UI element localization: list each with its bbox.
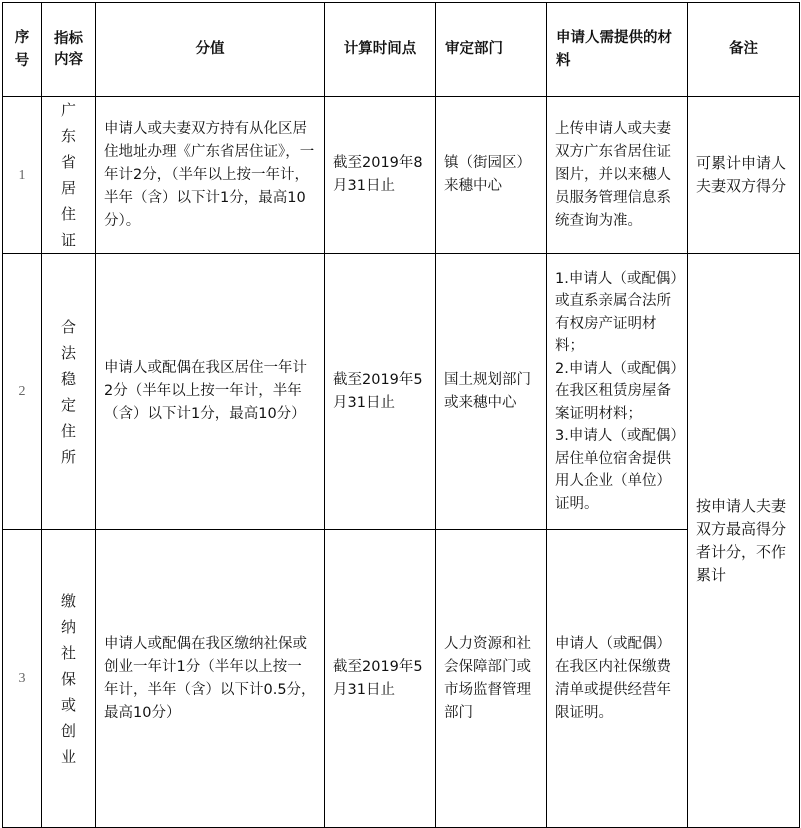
row-number: 2: [3, 254, 42, 530]
dept-cell: 镇（街园区）来穗中心: [436, 97, 547, 254]
header-dept: 审定部门: [436, 3, 547, 97]
time-cell: 截至2019年5月31日止: [325, 530, 436, 828]
scoring-table: [2, 2, 800, 828]
time-cell: 截至2019年5月31日止: [325, 254, 436, 530]
header-indicator: 指标内容: [42, 3, 96, 97]
time-cell: 截至2019年8月31日止: [325, 97, 436, 254]
indicator-cell: 合法稳定住所: [42, 254, 96, 530]
shared-remark-cell: 按申请人夫妻双方最高得分者计分，不作累计: [688, 254, 800, 828]
materials-cell: 上传申请人或夫妻双方广东省居住证图片，并以来穗人员服务管理信息系统查询为准。: [547, 97, 688, 254]
header-row: [3, 3, 800, 97]
header-remark: 备注: [688, 3, 800, 97]
dept-cell: 国土规划部门或来穗中心: [436, 254, 547, 530]
indicator-cell: 缴纳社保或创业: [42, 530, 96, 828]
table-row: [3, 530, 800, 828]
header-time: 计算时间点: [325, 3, 436, 97]
material-item: 3.申请人（或配偶）居住单位宿舍提供用人企业（单位）证明。: [555, 428, 678, 512]
score-cell: 申请人或配偶在我区居住一年计2分（半年以上按一年计，半年（含）以下计1分，最高10分）: [96, 254, 325, 530]
row-number: 1: [3, 97, 42, 254]
row-number: 3: [3, 530, 42, 828]
header-no: 序号: [3, 3, 42, 97]
material-item: 2.申请人（或配偶）在我区租赁房屋备案证明材料；: [555, 360, 678, 422]
table-row: [3, 254, 800, 530]
material-item: 1.申请人（或配偶）或直系亲属合法所有权房产证明材料；: [555, 270, 678, 355]
remark-cell: 可累计申请人夫妻双方得分: [688, 97, 800, 254]
dept-cell: 人力资源和社会保障部门或市场监督管理部门: [436, 530, 547, 828]
header-score: 分值: [96, 3, 325, 97]
table-row: [3, 97, 800, 254]
score-cell: 申请人或配偶在我区缴纳社保或创业一年计1分（半年以上按一年计，半年（含）以下计0.5分，最高10分）: [96, 530, 325, 828]
header-materials: 申请人需提供的材料: [547, 3, 688, 97]
materials-cell: [547, 254, 688, 530]
score-cell: 申请人或夫妻双方持有从化区居住地址办理《广东省居住证》，一年计2分，（半年以上按一年计，半年（含）以下计1分，最高10分）。: [96, 97, 325, 254]
materials-cell: 申请人（或配偶）在我区内社保缴费清单或提供经营年限证明。: [547, 530, 688, 828]
indicator-cell: 广东省居住证: [42, 97, 96, 254]
